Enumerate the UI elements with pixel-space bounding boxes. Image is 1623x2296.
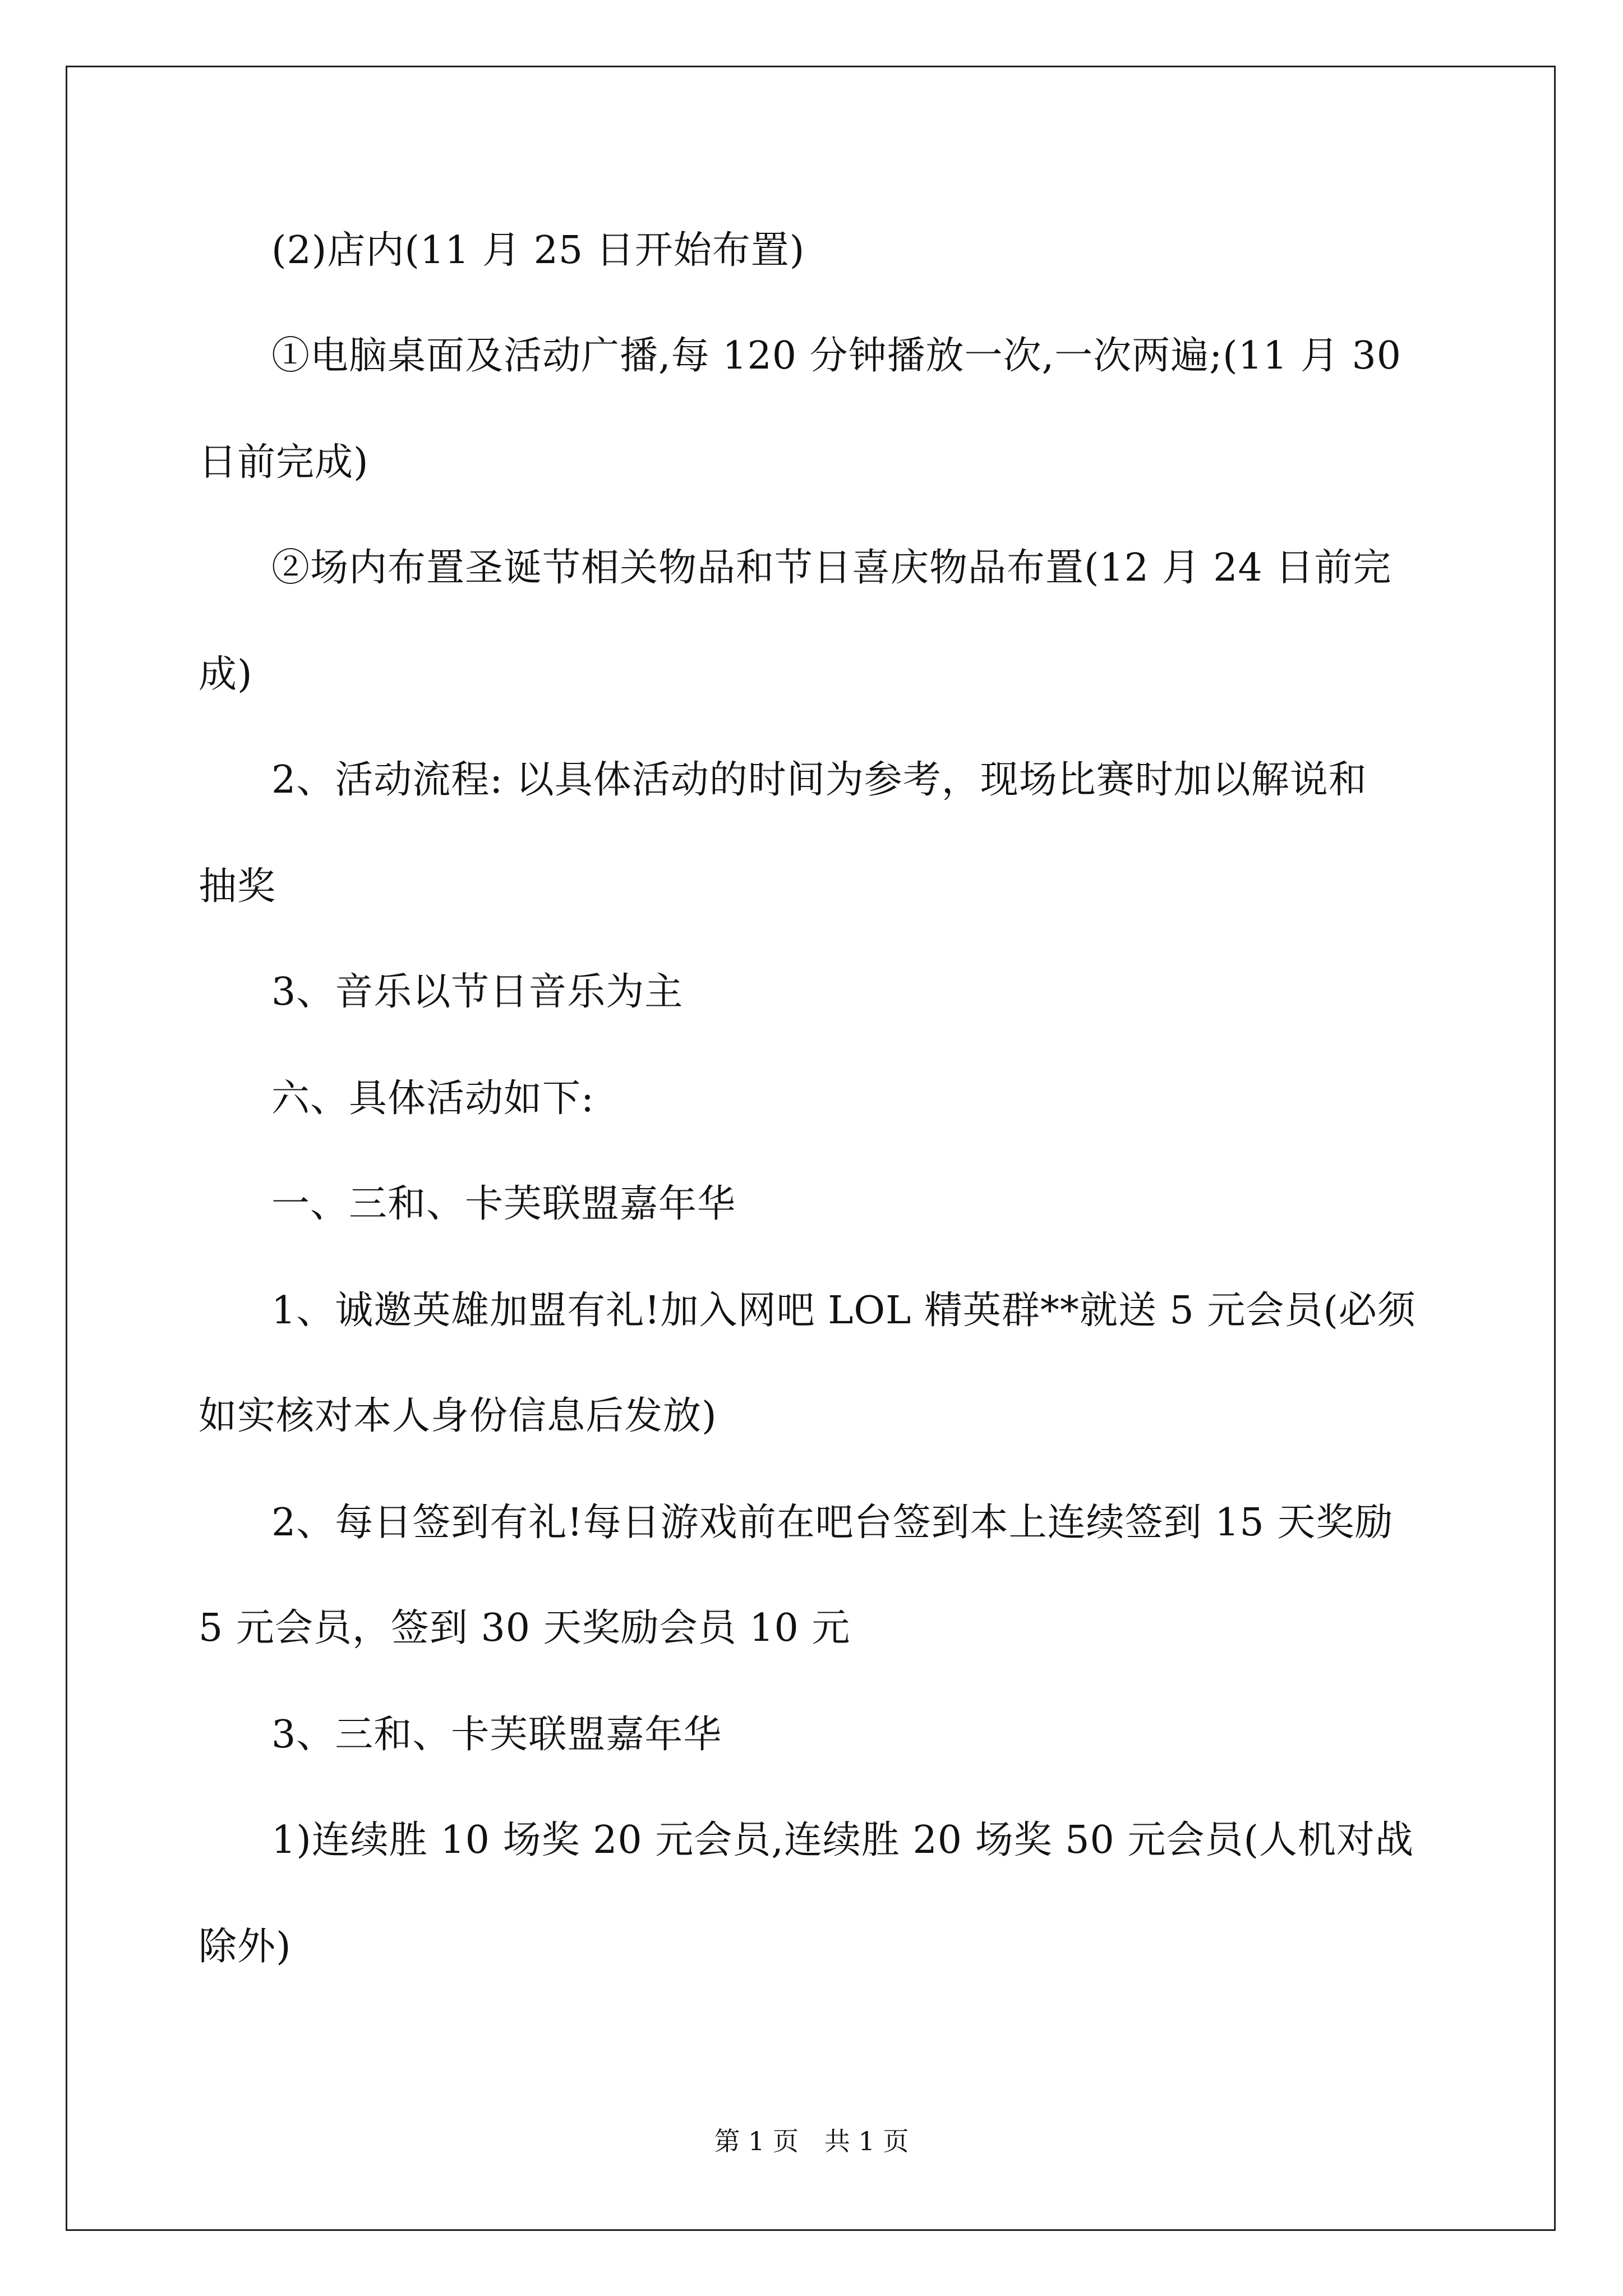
page-footer: 第 1 页 共 1 页: [714, 2126, 909, 2156]
text-line-9: 六、具体活动如下:: [271, 1076, 594, 1121]
text-line-13: 2、每日签到有礼!每日游戏前在吧台签到本上连续签到 15 天奖励: [271, 1501, 1394, 1545]
text-line-12: 如实核对本人身份信息后发放): [199, 1394, 717, 1438]
text-line-14: 5 元会员，签到 30 天奖励会员 10 元: [199, 1606, 851, 1650]
text-line-7: 抽奖: [199, 864, 276, 909]
text-line-2: ①电脑桌面及活动广播,每 120 分钟播放一次,一次两遍;(11 月 30: [271, 334, 1401, 378]
text-line-10: 一、三和、卡芙联盟嘉年华: [271, 1182, 736, 1226]
text-line-3: 日前完成): [199, 440, 369, 485]
text-line-6: 2、活动流程: 以具体活动的时间为参考，现场比赛时加以解说和: [271, 758, 1367, 802]
text-line-16: 1)连续胜 10 场奖 20 元会员,连续胜 20 场奖 50 元会员(人机对战: [271, 1818, 1414, 1862]
text-line-5: 成): [199, 652, 253, 697]
text-line-4: ②场内布置圣诞节相关物品和节日喜庆物品布置(12 月 24 日前完: [271, 546, 1392, 590]
text-line-15: 3、三和、卡芙联盟嘉年华: [271, 1713, 722, 1757]
text-line-1: (2)店内(11 月 25 日开始布置): [271, 228, 805, 273]
page-border: [66, 66, 1556, 2231]
text-line-11: 1、诚邀英雄加盟有礼!加入网吧 LOL 精英群**就送 5 元会员(必须: [271, 1289, 1416, 1333]
text-line-8: 3、音乐以节日音乐为主: [271, 970, 684, 1014]
text-line-17: 除外): [199, 1925, 292, 1969]
